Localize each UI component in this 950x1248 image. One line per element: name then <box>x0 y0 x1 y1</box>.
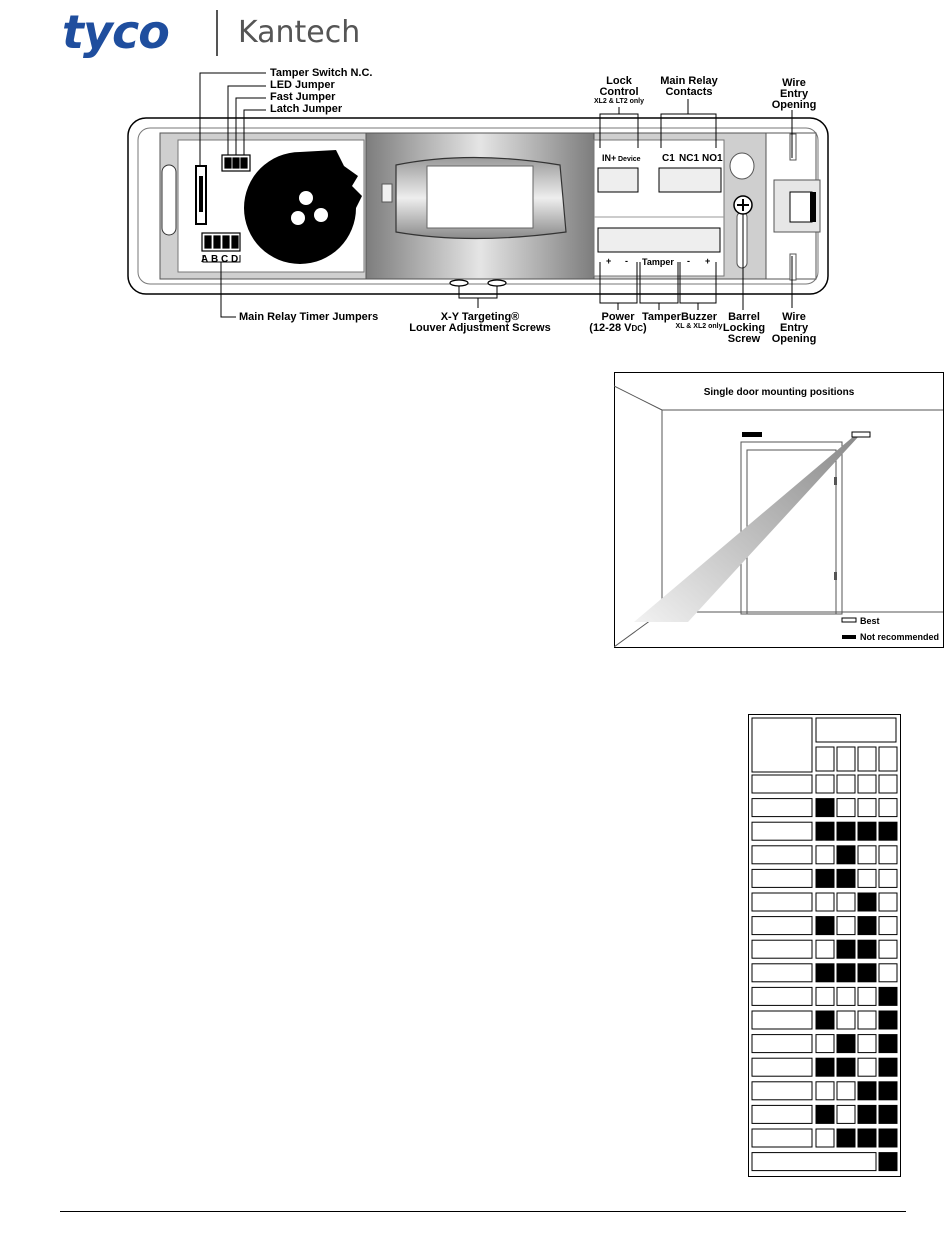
term-minus-label: - <box>625 256 628 266</box>
top-jumpers <box>222 155 250 171</box>
table-header-cell <box>879 747 897 771</box>
table-cell <box>837 987 855 1005</box>
table-cell <box>879 987 897 1005</box>
table-cell <box>816 964 834 982</box>
timer-jumpers <box>202 233 240 251</box>
table-cell <box>837 1129 855 1147</box>
table-row-label-cell <box>752 1011 812 1029</box>
table-cell <box>858 775 876 793</box>
latch-jumper-label: Latch Jumper <box>270 103 343 115</box>
wire-entry-top-label: Wire Entry Opening <box>771 77 817 111</box>
table-cell <box>879 1129 897 1147</box>
table-cell <box>879 1011 897 1029</box>
table-cell <box>879 775 897 793</box>
table-cell <box>879 964 897 982</box>
table-cell <box>858 917 876 935</box>
table-row-label-cell <box>752 1058 812 1076</box>
table-cell <box>879 822 897 840</box>
table-cell <box>858 1082 876 1100</box>
term-tamper-label: Tamper <box>642 257 674 267</box>
table-row-label-cell <box>752 775 812 793</box>
table-cell <box>858 799 876 817</box>
lock-control-label: Lock Control XL2 & LT2 only <box>593 75 645 105</box>
fast-jumper-label: Fast Jumper <box>270 91 336 103</box>
legend-best: Best <box>860 616 880 626</box>
device-diagram <box>0 0 950 360</box>
table-row-label-cell <box>752 846 812 864</box>
table-header-cell <box>858 747 876 771</box>
kantech-logo: Kantech <box>238 15 361 50</box>
mounting-diagram <box>614 372 944 648</box>
jumper-letter-a: A <box>201 254 209 265</box>
table-cell <box>816 917 834 935</box>
table-cell <box>858 1105 876 1123</box>
table-cell <box>837 799 855 817</box>
term-nc1-label: NC1 <box>679 153 700 164</box>
table-cell <box>879 893 897 911</box>
table-cell <box>879 1105 897 1123</box>
table-row-label-cell <box>752 822 812 840</box>
jumper-letter-c: C <box>221 254 229 265</box>
table-cell <box>858 1129 876 1147</box>
table-cell <box>858 893 876 911</box>
table-cell <box>816 940 834 958</box>
tamper-label: Tamper <box>642 311 681 323</box>
table-cell <box>879 869 897 887</box>
table-cell <box>858 1058 876 1076</box>
table-cell <box>816 846 834 864</box>
xy-targeting-label: X-Y Targeting® Louver Adjustment Screws <box>409 311 551 334</box>
table-cell <box>837 775 855 793</box>
terminal-screws-bottom <box>598 228 720 252</box>
footer-rule <box>60 1211 906 1212</box>
table-cell <box>858 822 876 840</box>
table-row-label-cell <box>752 987 812 1005</box>
table-cell <box>816 1082 834 1100</box>
table-cell <box>837 1035 855 1053</box>
table-row-label-cell <box>752 1082 812 1100</box>
table-cell <box>816 869 834 887</box>
table-cell <box>816 1058 834 1076</box>
table-cell <box>837 1058 855 1076</box>
table-cell <box>858 1011 876 1029</box>
table-row-label-cell <box>752 869 812 887</box>
table-cell <box>858 987 876 1005</box>
table-cell <box>816 775 834 793</box>
table-cell <box>837 1105 855 1123</box>
term-plus-label: + <box>606 256 612 266</box>
power-label: Power (12-28 VDC) <box>589 311 647 334</box>
table-cell <box>879 1153 897 1171</box>
table-cell <box>879 917 897 935</box>
table-cell <box>816 987 834 1005</box>
jumper-table <box>748 714 902 1178</box>
table-cell <box>879 1058 897 1076</box>
table-cell <box>837 940 855 958</box>
table-cell <box>837 869 855 887</box>
table-last-row-label-cell <box>752 1153 876 1171</box>
barrel-screw-label: Barrel Locking Screw <box>722 311 766 345</box>
table-cell <box>816 1129 834 1147</box>
table-cell <box>837 846 855 864</box>
table-cell <box>879 940 897 958</box>
tyco-logo: tyco <box>62 5 169 59</box>
table-cell <box>858 846 876 864</box>
table-header-cell <box>816 747 834 771</box>
table-cell <box>879 799 897 817</box>
term-plus2-label: + <box>705 256 711 266</box>
table-cell <box>837 917 855 935</box>
table-cell <box>858 869 876 887</box>
table-row-label-cell <box>752 940 812 958</box>
term-device-label: Device <box>618 156 641 163</box>
table-row-label-cell <box>752 1105 812 1123</box>
table-cell <box>837 1082 855 1100</box>
table-cell <box>837 893 855 911</box>
table-cell <box>837 1011 855 1029</box>
term-c1-label: C1 <box>662 153 675 164</box>
main-relay-timer-label: Main Relay Timer Jumpers <box>239 311 379 323</box>
table-cell <box>816 893 834 911</box>
jumper-letter-d: D <box>231 254 239 265</box>
table-row-label-cell <box>752 964 812 982</box>
table-header-cell <box>837 747 855 771</box>
table-cell <box>858 964 876 982</box>
table-cell <box>858 940 876 958</box>
table-cell <box>879 846 897 864</box>
table-row-label-cell <box>752 893 812 911</box>
table-row-label-cell <box>752 1035 812 1053</box>
main-relay-contacts-label: Main Relay Contacts <box>660 75 718 98</box>
table-cell <box>816 799 834 817</box>
not-recommended-sensor <box>742 432 762 437</box>
term-in-label: IN+ <box>602 153 617 163</box>
table-cell <box>837 964 855 982</box>
led-jumper-label: LED Jumper <box>270 79 335 91</box>
table-cell <box>858 1035 876 1053</box>
table-cell <box>816 822 834 840</box>
tamper-switch-label: Tamper Switch N.C. <box>270 67 373 79</box>
table-cell <box>816 1011 834 1029</box>
table-cell <box>879 1035 897 1053</box>
buzzer-label: Buzzer XL & XL2 only <box>675 311 723 330</box>
table-cell <box>837 822 855 840</box>
wire-entry-bottom-label: Wire Entry Opening <box>771 311 817 345</box>
term-minus2-label: - <box>687 256 690 266</box>
best-sensor <box>852 432 870 437</box>
jumper-letter-b: B <box>211 254 219 265</box>
term-no1-label: NO1 <box>702 153 723 164</box>
table-row-label-cell <box>752 1129 812 1147</box>
legend-not-recommended: Not recommended <box>860 632 940 642</box>
table-cell <box>879 1082 897 1100</box>
table-row-label-cell <box>752 799 812 817</box>
table-row-label-cell <box>752 917 812 935</box>
table-cell <box>816 1035 834 1053</box>
table-cell <box>816 1105 834 1123</box>
terminal-screws-top <box>598 168 721 192</box>
mounting-title: Single door mounting positions <box>703 387 855 398</box>
